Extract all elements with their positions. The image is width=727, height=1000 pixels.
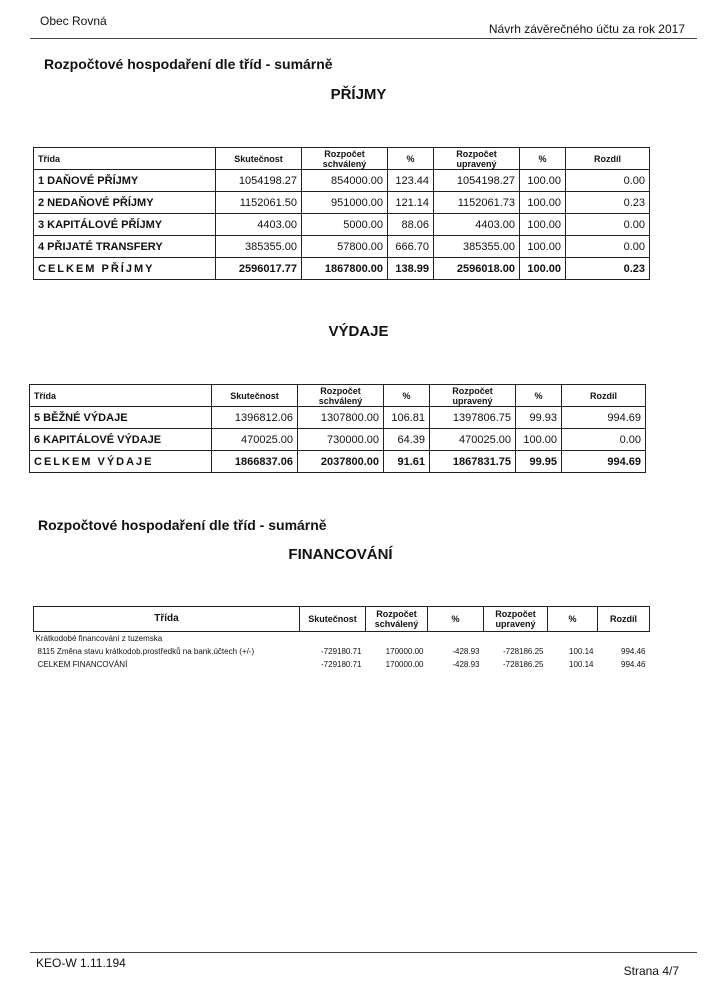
row-label: 3 KAPITÁLOVÉ PŘÍJMY bbox=[34, 214, 216, 236]
table-row bbox=[30, 407, 646, 429]
cell-rozdil: 0.23 bbox=[566, 192, 650, 214]
total-cell-p2: 100.00 bbox=[520, 258, 566, 280]
table-row bbox=[30, 429, 646, 451]
cell-p1: 123.44 bbox=[388, 170, 434, 192]
col-header: % bbox=[516, 385, 562, 407]
total-cell-skut: 1866837.06 bbox=[212, 451, 298, 473]
cell-skut: 385355.00 bbox=[216, 236, 302, 258]
financing-table-header bbox=[34, 607, 650, 632]
table-row bbox=[34, 192, 650, 214]
financing-group-label: Krátkodobé financování z tuzemska bbox=[35, 634, 163, 643]
cell-p1: -428.93 bbox=[452, 660, 480, 669]
col-header: % bbox=[428, 607, 484, 632]
cell-rozdil: 0.00 bbox=[566, 170, 650, 192]
cell-skut: 1396812.06 bbox=[212, 407, 298, 429]
cell-upr: 1397806.75 bbox=[430, 407, 516, 429]
col-header: Skutečnost bbox=[300, 607, 366, 632]
table-row bbox=[34, 170, 650, 192]
col-header: % bbox=[548, 607, 598, 632]
header-municipality: Obec Rovná bbox=[40, 14, 107, 28]
cell-upr: 1054198.27 bbox=[434, 170, 520, 192]
income-table-header bbox=[34, 148, 650, 170]
total-row bbox=[30, 451, 646, 473]
expense-heading: VÝDAJE bbox=[328, 323, 389, 340]
cell-rozdil: 994.69 bbox=[562, 407, 646, 429]
col-header: Rozpočet schválený bbox=[298, 385, 384, 407]
cell-p1: -428.93 bbox=[452, 647, 480, 656]
cell-skut: 1054198.27 bbox=[216, 170, 302, 192]
cell-rozdil: 994.46 bbox=[621, 647, 646, 656]
row-label: 1 DAŇOVÉ PŘÍJMY bbox=[34, 170, 216, 192]
cell-p2: 100.00 bbox=[520, 236, 566, 258]
cell-schv: 5000.00 bbox=[302, 214, 388, 236]
col-header: % bbox=[388, 148, 434, 170]
cell-upr: 470025.00 bbox=[430, 429, 516, 451]
col-header: Třída bbox=[34, 607, 300, 632]
section-subtitle-income bbox=[0, 86, 727, 103]
col-header: Skutečnost bbox=[216, 148, 302, 170]
cell-p2: 100.00 bbox=[520, 192, 566, 214]
footer-divider bbox=[30, 952, 697, 953]
row-label: 5 BĚŽNÉ VÝDAJE bbox=[30, 407, 212, 429]
cell-schv: 951000.00 bbox=[302, 192, 388, 214]
financing-table-body bbox=[34, 645, 650, 671]
col-header: % bbox=[520, 148, 566, 170]
expense-table-body bbox=[30, 407, 646, 473]
total-cell-p1: 91.61 bbox=[384, 451, 430, 473]
section-subtitle-financing bbox=[0, 546, 727, 563]
income-table bbox=[33, 147, 650, 280]
col-header: Rozpočet schválený bbox=[302, 148, 388, 170]
total-cell-rozdil: 994.69 bbox=[562, 451, 646, 473]
total-cell-upr: 2596018.00 bbox=[434, 258, 520, 280]
cell-p1: 106.81 bbox=[384, 407, 430, 429]
col-header: Rozpočet schválený bbox=[366, 607, 428, 632]
table-row bbox=[34, 645, 650, 658]
cell-p2: 100.00 bbox=[516, 429, 562, 451]
total-cell-p2: 99.95 bbox=[516, 451, 562, 473]
cell-p2: 100.14 bbox=[569, 647, 594, 656]
cell-skut: 4403.00 bbox=[216, 214, 302, 236]
row-label: 4 PŘIJATÉ TRANSFERY bbox=[34, 236, 216, 258]
col-header: % bbox=[384, 385, 430, 407]
col-header: Skutečnost bbox=[212, 385, 298, 407]
cell-schv: 730000.00 bbox=[298, 429, 384, 451]
cell-rozdil: 0.00 bbox=[566, 214, 650, 236]
col-header: Třída bbox=[30, 385, 212, 407]
section-subtitle-expense bbox=[0, 323, 727, 340]
col-header: Rozdíl bbox=[566, 148, 650, 170]
col-header: Rozdíl bbox=[562, 385, 646, 407]
total-row bbox=[34, 258, 650, 280]
row-label: CELKEM FINANCOVÁNÍ bbox=[37, 660, 128, 669]
cell-p2: 100.00 bbox=[520, 214, 566, 236]
cell-skut: -729180.71 bbox=[321, 660, 362, 669]
cell-p1: 64.39 bbox=[384, 429, 430, 451]
cell-skut: -729180.71 bbox=[321, 647, 362, 656]
cell-p1: 121.14 bbox=[388, 192, 434, 214]
col-header: Rozdíl bbox=[598, 607, 650, 632]
expense-table-header bbox=[30, 385, 646, 407]
financing-table bbox=[33, 606, 650, 671]
cell-upr: 4403.00 bbox=[434, 214, 520, 236]
total-cell-skut: 2596017.77 bbox=[216, 258, 302, 280]
section-title-income: Rozpočtové hospodaření dle tříd - sumárně bbox=[44, 56, 333, 72]
cell-rozdil: 0.00 bbox=[566, 236, 650, 258]
cell-upr: -728186.25 bbox=[503, 647, 544, 656]
cell-p2: 100.00 bbox=[520, 170, 566, 192]
col-header: Třída bbox=[34, 148, 216, 170]
row-label: 6 KAPITÁLOVÉ VÝDAJE bbox=[30, 429, 212, 451]
total-cell-schv: 1867800.00 bbox=[302, 258, 388, 280]
income-table-body bbox=[34, 170, 650, 280]
total-label: CELKEM VÝDAJE bbox=[30, 451, 212, 473]
table-row bbox=[34, 236, 650, 258]
cell-upr: 1152061.73 bbox=[434, 192, 520, 214]
financing-group-row bbox=[34, 632, 650, 646]
cell-upr: -728186.25 bbox=[503, 660, 544, 669]
cell-rozdil: 994.46 bbox=[621, 660, 646, 669]
header-divider bbox=[30, 38, 697, 39]
cell-skut: 1152061.50 bbox=[216, 192, 302, 214]
total-cell-rozdil: 0.23 bbox=[566, 258, 650, 280]
footer-software-version: KEO-W 1.11.194 bbox=[36, 956, 126, 970]
cell-schv: 1307800.00 bbox=[298, 407, 384, 429]
financing-heading: FINANCOVÁNÍ bbox=[288, 546, 393, 563]
table-row bbox=[34, 658, 650, 671]
expense-table bbox=[29, 384, 646, 473]
income-heading: PŘÍJMY bbox=[330, 86, 387, 103]
cell-schv: 170000.00 bbox=[385, 660, 424, 669]
row-label: 8115 Změna stavu krátkodob.prostředků na bank.účtech (+/-) bbox=[37, 647, 255, 656]
cell-p2: 99.93 bbox=[516, 407, 562, 429]
cell-upr: 385355.00 bbox=[434, 236, 520, 258]
cell-schv: 170000.00 bbox=[385, 647, 424, 656]
total-label: CELKEM PŘÍJMY bbox=[34, 258, 216, 280]
cell-schv: 57800.00 bbox=[302, 236, 388, 258]
footer-page-number: Strana 4/7 bbox=[623, 964, 679, 978]
table-row bbox=[34, 214, 650, 236]
cell-p1: 88.06 bbox=[388, 214, 434, 236]
col-header: Rozpočet upravený bbox=[430, 385, 516, 407]
header-document-title: Návrh závěrečného účtu za rok 2017 bbox=[488, 22, 685, 36]
total-cell-schv: 2037800.00 bbox=[298, 451, 384, 473]
cell-skut: 470025.00 bbox=[212, 429, 298, 451]
total-cell-p1: 138.99 bbox=[388, 258, 434, 280]
col-header: Rozpočet upravený bbox=[484, 607, 548, 632]
cell-schv: 854000.00 bbox=[302, 170, 388, 192]
total-cell-upr: 1867831.75 bbox=[430, 451, 516, 473]
section-title-financing: Rozpočtové hospodaření dle tříd - sumárně bbox=[38, 517, 327, 533]
col-header: Rozpočet upravený bbox=[434, 148, 520, 170]
row-label: 2 NEDAŇOVÉ PŘÍJMY bbox=[34, 192, 216, 214]
cell-p2: 100.14 bbox=[569, 660, 594, 669]
cell-p1: 666.70 bbox=[388, 236, 434, 258]
cell-rozdil: 0.00 bbox=[562, 429, 646, 451]
